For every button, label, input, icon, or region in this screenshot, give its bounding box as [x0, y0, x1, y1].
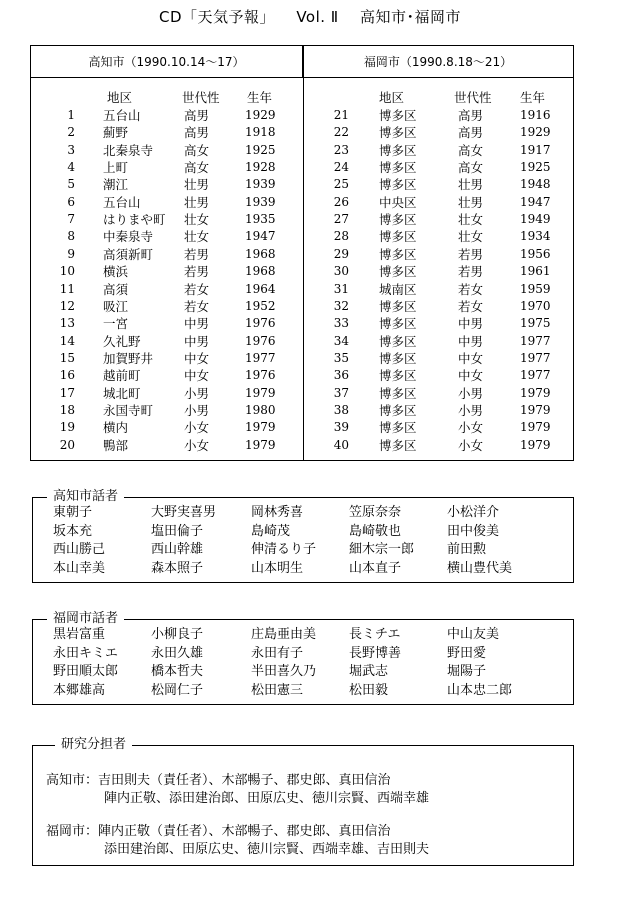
- row-birth-year: 1948: [520, 177, 551, 192]
- row-area: 上町: [103, 160, 129, 176]
- table-row: [303, 281, 573, 298]
- speaker-name: 松田憲三: [251, 682, 304, 698]
- table-row: [303, 350, 573, 367]
- speaker-name: 松岡仁子: [151, 682, 204, 698]
- col-area-label: 地区: [379, 90, 405, 105]
- row-generation: 若女: [458, 298, 484, 314]
- table-row: [303, 246, 573, 263]
- table-row: [303, 367, 573, 384]
- row-generation: 若女: [184, 281, 210, 297]
- speaker-name: 西山勝己: [53, 542, 106, 557]
- row-birth-year: 1979: [520, 402, 551, 417]
- table-row: [303, 124, 573, 141]
- kochi-speakers-box: [32, 489, 574, 583]
- row-birth-year: 1918: [245, 125, 276, 140]
- speaker-name: 松田毅: [349, 682, 389, 698]
- speaker-name: 西山幹雄: [151, 542, 204, 557]
- row-area: 博多区: [379, 246, 417, 262]
- table-row: [31, 228, 301, 245]
- row-birth-year: 1976: [245, 333, 276, 348]
- row-birth-year: 1979: [520, 437, 551, 452]
- kochi-researchers-line: [46, 772, 391, 790]
- row-number: 19: [59, 420, 75, 435]
- speaker-name: 野田順太郎: [53, 664, 119, 679]
- row-generation: 高女: [184, 142, 210, 158]
- table-row: [31, 315, 301, 332]
- col-gen-label: 世代性: [454, 90, 492, 105]
- row-number: 31: [333, 281, 349, 296]
- speaker-name: 横山豊代美: [447, 560, 513, 576]
- table-row: [31, 211, 301, 228]
- row-generation: 若男: [458, 246, 484, 262]
- row-generation: 高男: [458, 108, 484, 123]
- row-generation: 若女: [184, 298, 210, 314]
- row-generation: 小女: [184, 437, 210, 453]
- row-number: 5: [67, 177, 75, 192]
- row-generation: 若女: [458, 281, 484, 297]
- page-title: [0, 6, 620, 27]
- row-number: 12: [59, 298, 75, 313]
- row-area: はりまや町: [103, 212, 166, 228]
- row-birth-year: 1925: [245, 142, 276, 157]
- row-number: 40: [333, 437, 349, 452]
- row-generation: 中男: [458, 333, 484, 349]
- row-birth-year: 1929: [245, 108, 276, 122]
- kochi-speakers-label: 高知市話者: [47, 488, 124, 506]
- row-birth-year: 1928: [245, 160, 276, 175]
- row-number: 10: [59, 264, 75, 279]
- fukuoka-researchers-2: 添田建治郎、田原広史、徳川宗賢、西端幸雄、吉田則夫: [104, 842, 430, 857]
- row-area: 博多区: [379, 316, 417, 332]
- row-number: 37: [333, 385, 349, 400]
- row-number: 20: [59, 437, 75, 452]
- table-row: [303, 176, 573, 193]
- row-generation: 壮男: [184, 177, 210, 193]
- row-number: 27: [333, 212, 349, 227]
- row-birth-year: 1949: [520, 212, 551, 227]
- speaker-name: 前田勲: [447, 542, 487, 557]
- speaker-name: 堀武志: [349, 664, 389, 679]
- col-gen-label: 世代性: [182, 90, 220, 105]
- speaker-name: 永田キミエ: [53, 645, 119, 661]
- row-area: 博多区: [379, 385, 417, 401]
- table-row: [31, 281, 301, 298]
- row-birth-year: 1925: [520, 160, 551, 175]
- speaker-name: 本郷雄高: [53, 682, 106, 698]
- row-area: 一宮: [103, 316, 129, 332]
- table-row: [303, 402, 573, 419]
- row-birth-year: 1979: [520, 420, 551, 435]
- table-row: [31, 194, 301, 211]
- row-generation: 若男: [184, 246, 210, 262]
- row-area: 潮江: [103, 177, 129, 193]
- row-birth-year: 1956: [520, 246, 551, 261]
- row-birth-year: 1935: [245, 212, 276, 227]
- row-area: 薊野: [103, 125, 129, 141]
- table-row: [31, 419, 301, 436]
- row-number: 23: [333, 142, 349, 157]
- row-number: 8: [67, 229, 75, 244]
- row-generation: 高男: [458, 125, 484, 141]
- speaker-name: 小柳良子: [151, 627, 204, 642]
- row-generation: 高女: [184, 160, 210, 176]
- row-number: 36: [333, 368, 349, 383]
- speaker-name: 山本直子: [349, 560, 402, 576]
- row-generation: 壮女: [458, 212, 484, 228]
- row-area: 永国寺町: [103, 402, 154, 418]
- row-area: 城南区: [379, 281, 417, 297]
- row-area: 中央区: [379, 194, 417, 210]
- row-birth-year: 1964: [245, 281, 276, 296]
- row-generation: 壮女: [184, 229, 210, 245]
- row-birth-year: 1929: [520, 125, 551, 140]
- row-number: 14: [59, 333, 75, 348]
- row-number: 28: [333, 229, 349, 244]
- row-generation: 中男: [458, 316, 484, 332]
- row-number: 7: [67, 212, 75, 227]
- row-area: 中秦泉寺: [103, 229, 154, 245]
- fukuoka-researchers-line: [46, 823, 391, 841]
- kochi-researchers-prefix: 高知市：: [46, 773, 99, 788]
- kochi-researchers-1: 吉田則夫（責任者）、木部暢子、郡史郎、真田信治: [98, 773, 391, 788]
- speaker-name: 永田久雄: [151, 645, 204, 661]
- row-number: 2: [67, 125, 75, 140]
- table-row: [31, 350, 301, 367]
- row-birth-year: 1980: [245, 402, 276, 417]
- table-row: [303, 228, 573, 245]
- fukuoka-column-headers: [303, 89, 573, 106]
- row-area: 横内: [103, 420, 129, 436]
- row-number: 1: [67, 108, 75, 122]
- row-birth-year: 1947: [245, 229, 276, 244]
- row-birth-year: 1939: [245, 194, 276, 209]
- table-row: [303, 142, 573, 159]
- table-row: [31, 402, 301, 419]
- row-area: 博多区: [379, 368, 417, 384]
- table-row: [31, 437, 301, 454]
- row-area: 博多区: [379, 125, 417, 141]
- row-area: 博多区: [379, 177, 417, 193]
- fukuoka-speakers-box: [32, 611, 574, 705]
- row-number: 13: [59, 316, 75, 331]
- row-birth-year: 1975: [520, 316, 551, 331]
- speaker-name: 坂本充: [53, 523, 93, 539]
- row-area: 博多区: [379, 142, 417, 158]
- col-year-label: 生年: [247, 90, 273, 105]
- row-area: 吸江: [103, 298, 129, 314]
- table-row: [31, 246, 301, 263]
- row-number: 39: [333, 420, 349, 435]
- row-generation: 小男: [458, 402, 484, 418]
- row-area: 高須新町: [103, 246, 154, 262]
- speaker-name: 本山幸美: [53, 560, 106, 576]
- row-generation: 中女: [184, 368, 210, 384]
- speaker-name: 島崎敬也: [349, 523, 402, 539]
- speaker-name: 山本明生: [251, 560, 304, 576]
- speaker-name: 長野博善: [349, 645, 402, 661]
- table-row: [31, 298, 301, 315]
- row-area: 五台山: [103, 194, 141, 210]
- row-birth-year: 1979: [245, 385, 276, 400]
- row-number: 21: [333, 108, 349, 122]
- table-row: [303, 159, 573, 176]
- row-number: 22: [333, 125, 349, 140]
- speaker-name: 大野実喜男: [151, 505, 217, 520]
- row-area: 加賀野井: [103, 350, 154, 366]
- table-row: [31, 176, 301, 193]
- row-generation: 壮女: [184, 212, 210, 228]
- row-birth-year: 1977: [520, 368, 551, 383]
- row-generation: 中女: [458, 350, 484, 366]
- row-number: 4: [67, 160, 75, 175]
- speaker-name: 半田喜久乃: [251, 664, 317, 679]
- row-birth-year: 1961: [520, 264, 551, 279]
- speaker-name: 岡林秀喜: [251, 505, 304, 520]
- row-number: 24: [333, 160, 349, 175]
- row-number: 32: [333, 298, 349, 313]
- row-generation: 中男: [184, 333, 210, 349]
- speaker-name: 島崎茂: [251, 523, 291, 539]
- row-generation: 中女: [458, 368, 484, 384]
- row-birth-year: 1917: [520, 142, 551, 157]
- row-number: 26: [333, 194, 349, 209]
- speaker-name: 橋本哲夫: [151, 664, 204, 679]
- table-row: [31, 159, 301, 176]
- row-area: 博多区: [379, 333, 417, 349]
- row-generation: 壮女: [458, 229, 484, 245]
- table-row: [303, 107, 573, 124]
- row-area: 博多区: [379, 229, 417, 245]
- row-birth-year: 1976: [245, 368, 276, 383]
- row-birth-year: 1977: [520, 333, 551, 348]
- row-area: 高須: [103, 281, 129, 297]
- speaker-name: 塩田倫子: [151, 523, 204, 539]
- row-generation: 若男: [458, 264, 484, 280]
- row-area: 博多区: [379, 298, 417, 314]
- row-birth-year: 1977: [245, 350, 276, 365]
- row-generation: 中女: [184, 350, 210, 366]
- row-number: 9: [67, 246, 75, 261]
- row-area: 鴨部: [103, 437, 129, 453]
- speaker-name: 庄島亜由美: [251, 627, 317, 642]
- speaker-name: 山本忠二郎: [447, 682, 513, 698]
- row-birth-year: 1916: [520, 108, 551, 122]
- row-number: 3: [67, 142, 75, 157]
- title-vol: Vol. Ⅱ: [296, 8, 339, 26]
- table-row: [303, 298, 573, 315]
- table-row: [303, 194, 573, 211]
- row-birth-year: 1977: [520, 350, 551, 365]
- kochi-researchers-2: 陣内正敬、添田建治郎、田原広史、徳川宗賢、西端幸雄: [104, 791, 430, 806]
- row-area: 博多区: [379, 212, 417, 228]
- row-number: 15: [59, 350, 75, 365]
- speaker-name: 永田有子: [251, 645, 304, 661]
- row-birth-year: 1979: [245, 420, 276, 435]
- row-generation: 小女: [458, 420, 484, 436]
- row-number: 35: [333, 350, 349, 365]
- row-birth-year: 1968: [245, 264, 276, 279]
- title-cities: 高知市･福岡市: [359, 8, 461, 26]
- row-area: 横浜: [103, 264, 129, 280]
- kochi-column-headers: [31, 89, 303, 106]
- table-row: [303, 333, 573, 350]
- researchers-label: 研究分担者: [55, 736, 132, 754]
- row-area: 博多区: [379, 350, 417, 366]
- row-generation: 若男: [184, 264, 210, 280]
- row-number: 6: [67, 194, 75, 209]
- fukuoka-researchers-prefix: 福岡市：: [46, 824, 99, 839]
- row-generation: 高男: [184, 125, 210, 141]
- row-area: 北秦泉寺: [103, 142, 154, 158]
- row-birth-year: 1968: [245, 246, 276, 261]
- row-area: 博多区: [379, 264, 417, 280]
- row-birth-year: 1952: [245, 298, 276, 313]
- row-number: 16: [59, 368, 75, 383]
- row-birth-year: 1979: [520, 385, 551, 400]
- row-number: 33: [333, 316, 349, 331]
- table-row: [31, 107, 301, 124]
- row-area: 越前町: [103, 368, 141, 384]
- speaker-name: 東朝子: [53, 505, 93, 520]
- speaker-name: 伸清るり子: [251, 542, 317, 557]
- table-row: [31, 124, 301, 141]
- table-row: [31, 333, 301, 350]
- table-row: [303, 315, 573, 332]
- table-row: [303, 437, 573, 454]
- speaker-name: 野田愛: [447, 645, 487, 661]
- row-generation: 小女: [184, 420, 210, 436]
- row-area: 博多区: [379, 402, 417, 418]
- speaker-name: 小松洋介: [447, 505, 500, 520]
- speaker-name: 森本照子: [151, 560, 204, 576]
- table-row: [303, 385, 573, 402]
- row-generation: 小男: [184, 402, 210, 418]
- row-generation: 中男: [184, 316, 210, 332]
- table-row: [303, 419, 573, 436]
- row-number: 11: [59, 281, 75, 296]
- row-generation: 小男: [184, 385, 210, 401]
- speaker-name: 堀陽子: [447, 664, 487, 679]
- row-area: 久礼野: [103, 333, 141, 349]
- title-cd: CD「天気予報」: [159, 8, 276, 26]
- row-area: 博多区: [379, 420, 417, 436]
- row-area: 城北町: [103, 385, 141, 401]
- row-birth-year: 1947: [520, 194, 551, 209]
- row-birth-year: 1976: [245, 316, 276, 331]
- fukuoka-speakers-label: 福岡市話者: [47, 610, 124, 628]
- row-birth-year: 1979: [245, 437, 276, 452]
- kochi-header: 高知市（1990.10.14～17）: [31, 46, 303, 78]
- table-row: [31, 367, 301, 384]
- row-generation: 高女: [458, 160, 484, 176]
- col-year-label: 生年: [520, 90, 546, 105]
- row-number: 18: [59, 402, 75, 417]
- fukuoka-header: 福岡市（1990.8.18～21）: [303, 46, 573, 78]
- speaker-name: 長ミチエ: [349, 627, 401, 642]
- speaker-name: 田中俊美: [447, 523, 500, 539]
- row-birth-year: 1959: [520, 281, 551, 296]
- row-generation: 小女: [458, 437, 484, 453]
- table-row: [31, 385, 301, 402]
- row-area: 博多区: [379, 160, 417, 176]
- row-number: 29: [333, 246, 349, 261]
- row-generation: 壮男: [184, 194, 210, 210]
- table-row: [31, 142, 301, 159]
- speaker-name: 黒岩富重: [53, 627, 106, 642]
- row-generation: 小男: [458, 385, 484, 401]
- row-number: 25: [333, 177, 349, 192]
- col-area-label: 地区: [107, 90, 133, 105]
- speaker-name: 細木宗一郎: [349, 542, 415, 557]
- fukuoka-researchers-1: 陣内正敬（責任者）、木部暢子、郡史郎、真田信治: [98, 824, 391, 839]
- row-generation: 壮男: [458, 194, 484, 210]
- row-number: 17: [59, 385, 75, 400]
- row-number: 34: [333, 333, 349, 348]
- speaker-name: 笠原奈奈: [349, 505, 402, 520]
- table-row: [303, 263, 573, 280]
- row-generation: 壮男: [458, 177, 484, 193]
- row-birth-year: 1939: [245, 177, 276, 192]
- row-area: 五台山: [103, 108, 141, 123]
- row-area: 博多区: [379, 108, 417, 123]
- row-number: 38: [333, 402, 349, 417]
- speaker-name: 中山友美: [447, 627, 500, 642]
- row-birth-year: 1934: [520, 229, 551, 244]
- table-row: [303, 211, 573, 228]
- row-birth-year: 1970: [520, 298, 551, 313]
- row-number: 30: [333, 264, 349, 279]
- row-generation: 高女: [458, 142, 484, 158]
- researchers-box: [32, 737, 574, 866]
- informant-table: [30, 45, 574, 461]
- row-generation: 高男: [184, 108, 210, 123]
- row-area: 博多区: [379, 437, 417, 453]
- table-row: [31, 263, 301, 280]
